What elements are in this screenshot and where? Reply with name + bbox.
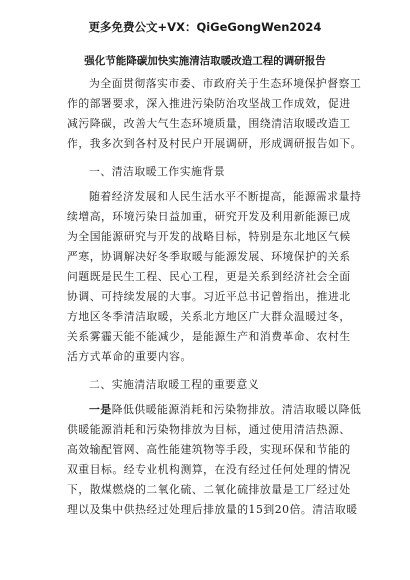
paragraph-line: 问题既是民生工程、民心工程，更是关系到经济社会全面 [67,270,351,283]
paragraph-line: 为全国能源研究与开发的战略目标，特别是东北地区气候 [67,230,351,243]
paragraph-line [89,403,362,416]
paragraph-line: 续增高，环境污染日益加重，研究开发及利用新能源已成 [67,210,351,223]
watermark-header: 更多免费公文+VX：QiGeGongWen2024 [88,20,322,34]
paragraph-line: 理以及集中供热经过处理后排放量的15到20倍。清洁取暖 [67,503,358,516]
paragraph-line: 为全面贯彻落实市委、市政府关于生态环境保护督察工 [89,77,362,90]
section-heading: 二、实施清洁取暖工程的重要意义 [89,378,260,391]
paragraph-line: 活方式革命的重要内容。 [67,350,192,363]
document-title: 强化节能降碳加快实施清洁取暖改造工程的调研报告 [84,55,326,67]
paragraph-line: 关系雾霾天能不能减少，是能源生产和消费革命、农村生 [67,330,351,343]
paragraph-line: 作，我多次到各村及村民户开展调研，形成调研报告如下。 [67,137,363,150]
paragraph-line: 严寒，协调解决好冬季取暖与能源发展、环境保护的关系 [67,250,351,263]
bold-lead: 一是 [89,403,112,416]
paragraph-line: 作的部署要求，深入推进污染防治攻坚战工作成效，促进 [67,97,351,110]
paragraph-line: 下，散煤燃烧的二氧化硫、二氧化硫排放量是工厂经过处 [67,483,351,496]
paragraph-line: 协调、可持续发展的大事。习近平总书记曾指出，推进北 [67,290,351,303]
paragraph-line: 供暖能源消耗和污染物排放为目标，通过使用清洁热源、 [67,423,351,436]
paragraph-line: 随着经济发展和人民生活水平不断提高，能源需求量持 [89,190,362,203]
paragraph-line: 双重目标。经专业机构测算，在没有经过任何处理的情况 [67,463,351,476]
section-heading: 一、清洁取暖工作实施背景 [89,165,226,178]
paragraph-text: 降低供暖能源消耗和污染物排放。清洁取暖以降低 [111,403,362,416]
paragraph-line: 高效输配管网、高性能建筑物等手段，实现环保和节能的 [67,443,351,456]
paragraph-line: 方地区冬季清洁取暖，关系北方地区广大群众温暖过冬， [67,310,351,323]
paragraph-line: 减污降碳，改善大气生态环境质量，围绕清洁取暖改造工 [67,117,351,130]
